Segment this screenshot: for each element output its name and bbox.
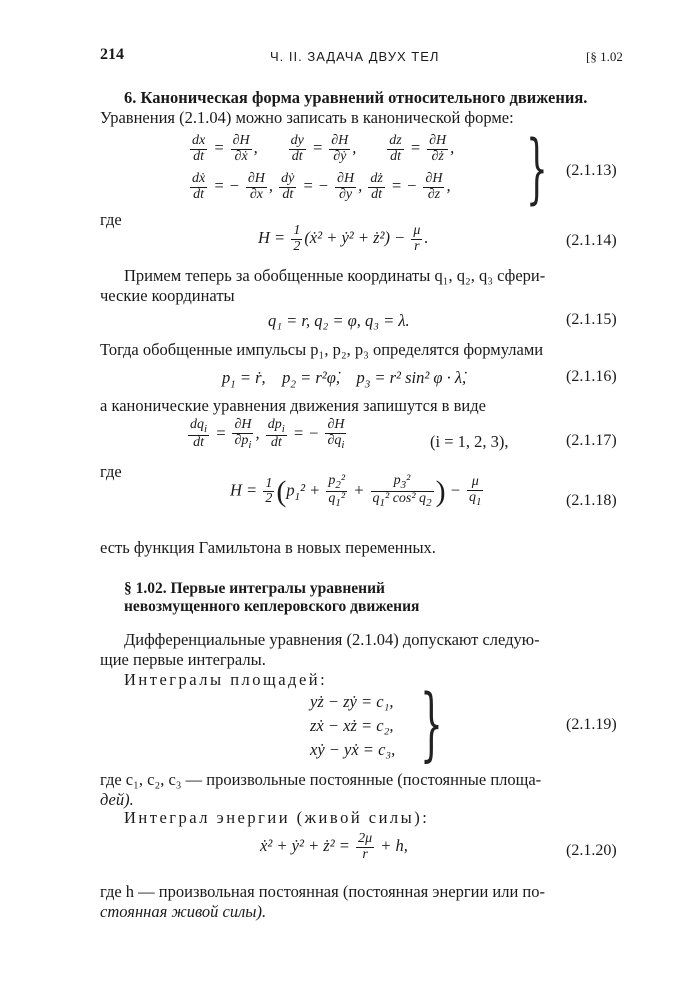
equation-number-2-1-14: (2.1.14) [566, 232, 617, 249]
paragraph-area-constants-l2: дей). [100, 790, 134, 809]
equation-number-2-1-19: (2.1.19) [566, 716, 617, 733]
equation-2-1-16: $p_1$ = ṙ, $p_2$ = r²φ̇, $p_3 = r^2$ sin² φ · λ̇, [222, 368, 467, 391]
section-ref: [§ 1.02 [586, 49, 623, 64]
equation-2-1-14: H = $\frac{1}{2}$ (ẋ² + ẏ² + ż²) − $\frac{\mu}{r}$ . [258, 223, 429, 254]
paragraph-hamiltonian: есть функция Гамильтона в новых переменных. [100, 538, 436, 557]
paragraph-coords-l2: ческие координаты [100, 286, 235, 305]
equation-number-2-1-13: (2.1.13) [566, 162, 617, 179]
paragraph-energy-constant-l2: стоянная живой силы). [100, 902, 267, 921]
equation-2-1-19-row2: zẋ − xż = c₂, [310, 716, 394, 735]
equation-2-1-17-condition: (i = 1, 2, 3), [430, 432, 509, 451]
equation-2-1-19-row3: xẏ − yẋ = c₃, [310, 740, 396, 759]
equation-number-2-1-18: (2.1.18) [566, 492, 617, 509]
where-label-1: где [100, 210, 122, 229]
equation-number-2-1-15: (2.1.15) [566, 311, 617, 328]
equation-number-2-1-17: (2.1.17) [566, 432, 617, 449]
paragraph-energy-constant-l1: где h — произвольная постоянная (постоянная энергии или по- [100, 882, 545, 901]
equation-2-1-13-row2: $\frac{\text{dẋ}}{dt}$ = − $\frac{\partial H}{\partial x}$ , $\frac{\text{dẏ}}{dt}$ = − $\frac{\partial H}{\partial y}$ , $\frac{dż}{dt}$ = − $\frac{\partial H}{\partial z}$ , [192, 171, 451, 202]
areas-integrals-label: Интегралы площадей: [124, 670, 328, 689]
equation-number-2-1-16: (2.1.16) [566, 368, 617, 385]
paragraph-integrals-l2: щие первые интегралы. [100, 650, 266, 669]
equation-2-1-13-row1: $\frac{dx}{dt}$ = $\frac{\partial H}{\text{∂ẋ}}$ , $\frac{dy}{dt}$ = $\frac{\partial H}{\text{∂ẏ}}$ , $\frac{dz}{dt}$ = $\frac{\partial H}{\partial ż}$ , [192, 133, 455, 164]
running-head: Ч. II. ЗАДАЧА ДВУХ ТЕЛ [270, 49, 440, 64]
paragraph-momenta: Тогда обобщенные импульсы p₁, p₂, p₃ определятся формулами [100, 340, 544, 359]
page-number: 214 [100, 46, 124, 63]
equation-2-1-15: q₁ = r, q₂ = φ, q₃ = λ. [268, 311, 410, 330]
right-brace: } [420, 677, 443, 770]
equation-number-2-1-20: (2.1.20) [566, 842, 617, 859]
paragraph-integrals-l1: Дифференциальные уравнения (2.1.04) допускают следую- [124, 630, 540, 649]
right-brace: } [526, 123, 548, 212]
equation-2-1-19-row1: yż − zẏ = c₁, [310, 692, 394, 711]
paragraph-coords-l1: Примем теперь за обобщенные координаты q₁, q₂, q₃ сфери- [124, 266, 546, 285]
section-title-l1: § 1.02. Первые интегралы уравнений [124, 580, 385, 597]
paragraph-intro: Уравнения (2.1.04) можно записать в канонической форме: [100, 108, 514, 127]
equation-2-1-18: H = $\frac{1}{2}$ ($p_1^2$ + $\frac{p_2^2}{q_1^2}$ + $\frac{p_3^2}{q_1^2 \cos^2 q_2}$ ) − $\frac{\mu}{q_1}$ [230, 473, 482, 510]
energy-integral-label: Интеграл энергии (живой силы): [124, 808, 430, 827]
equation-2-1-17: $\frac{dq_i}{dt}$ = $\frac{\partial H}{\partial p_i}$ , $\frac{dp_i}{dt}$ = − $\frac{\partial H}{\partial q_i}$ [190, 417, 345, 451]
equation-2-1-20: ẋ² + ẏ² + ż² = $\frac{2\mu}{r}$ + h, [260, 831, 408, 862]
where-label-2: где [100, 462, 122, 481]
paragraph-area-constants-l1: где c₁, c₂, c₃ — произвольные постоянные (постоянные площа- [100, 770, 542, 789]
section-heading-6: 6. Каноническая форма уравнений относительного движения. [124, 88, 588, 107]
section-title-l2: невозмущенного кеплеровского движения [124, 598, 420, 615]
paragraph-canonical: а канонические уравнения движения запишутся в виде [100, 396, 486, 415]
